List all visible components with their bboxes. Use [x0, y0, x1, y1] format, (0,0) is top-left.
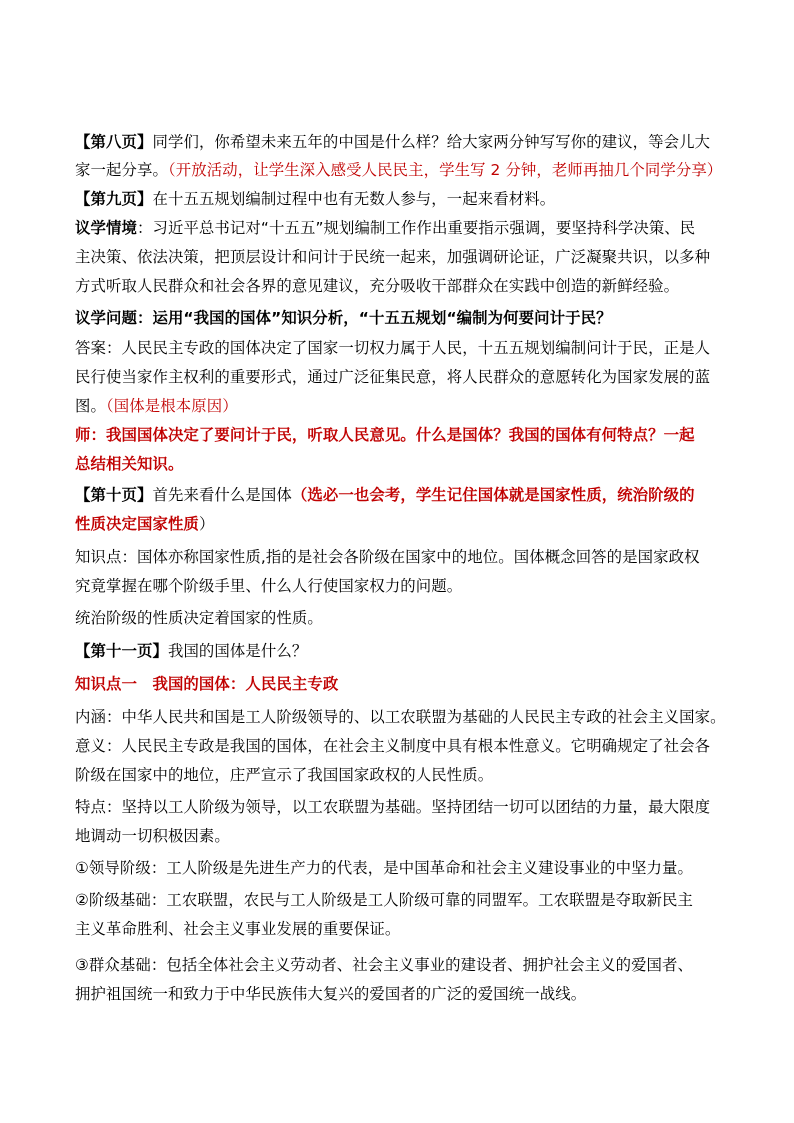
p10-line2 [75, 514, 735, 534]
situation-line1 [75, 218, 735, 238]
p11-text: 我国的国体是什么？ [167, 642, 308, 660]
answer-line3 [75, 396, 735, 416]
answer-note: （国体是根本原因） [105, 397, 238, 415]
tedian-line1: 特点：坚持以工人阶级为领导，以工农联盟为基础。坚持团结一切可以团结的力量，最大限度 [75, 798, 711, 816]
answer-text-3: 图。 [75, 397, 106, 415]
p8-line2 [75, 160, 735, 180]
knowledge-line2: 究竟掌握在哪个阶级手里、什么人行使国家权力的问题。 [75, 577, 463, 595]
p10-tag: 【第十页】 [75, 486, 153, 504]
p9-tag: 【第九页】 [75, 190, 153, 208]
p10-text: 首先来看什么是国体 [152, 486, 292, 504]
p8-text-2: 家一起分享。 [75, 161, 168, 179]
p8-tag: 【第八页】 [75, 133, 153, 151]
question-line: 议学问题：运用“我国的国体”知识分析，“十五五规划“编制为何要问计于民？ [75, 309, 612, 327]
p10-note-end: ） [198, 515, 215, 533]
tedian-line2: 地调动一切积极因素。 [75, 827, 230, 845]
answer-line1: 答案：人民民主专政的国体决定了国家一切权力属于人民，十五五规划编制问计于民，正是人 [75, 339, 711, 357]
p8-text-1: 同学们，你希望未来五年的中国是什么样？给大家两分钟写写你的建议，等会儿大 [152, 133, 711, 151]
knowledge-line3: 统治阶级的性质决定着国家的性质。 [75, 609, 323, 627]
situation-text-1: ：习近平总书记对“十五五”规划编制工作作出重要指示强调，要坚持科学决策、民 [136, 219, 696, 237]
yiyi-line1: 意义：人民民主专政是我国的国体，在社会主义制度中具有根本性意义。它明确规定了社会各 [75, 737, 711, 755]
p9-line [75, 189, 735, 209]
teacher-line2: 总结相关知识。 [75, 455, 184, 473]
circle2-line1: ②阶级基础：工农联盟，农民与工人阶级是工人阶级可靠的同盟军。工农联盟是夺取新民主 [75, 891, 694, 909]
circle2-line2: 主义革命胜利、社会主义事业发展的重要保证。 [75, 920, 401, 938]
p8-note: （开放活动，让学生深入感受人民民主，学生写 2 分钟，老师再抽几个同学分享） [167, 161, 723, 179]
situation-line3: 方式听取人民群众和社会各界的意见建议，充分吸收干部群众在实践中创造的新鲜经验。 [75, 277, 680, 295]
knowledge-text-1: 知识点：国体亦称国家性质,指的是社会各阶级在国家中的地位。国体概念回答的是国家政权 [75, 548, 700, 566]
kp1-title: 知识点一 我国的国体：人民民主专政 [75, 675, 339, 693]
situation-line2: 主决策、依法决策，把顶层设计和问计于民统一起来，加强调研论证，广泛凝聚共识，以多种 [75, 248, 711, 266]
answer-line2: 民行使当家作主权利的重要形式，通过广泛征集民意，将人民群众的意愿转化为国家发展的蓝 [75, 368, 711, 386]
circle3-line2: 拥护祖国统一和致力于中华民族伟大复兴的爱国者的广泛的爱国统一战线。 [75, 985, 587, 1003]
teacher-line1: 师：我国国体决定了要问计于民，听取人民意见。什么是国体？我国的国体有何特点？一起 [75, 426, 695, 444]
circle3-line1: ③群众基础：包括全体社会主义劳动者、社会主义事业的建设者、拥护社会主义的爱国者、 [75, 956, 694, 974]
p9-text: 在十五五规划编制过程中也有无数人参与，一起来看材料。 [152, 190, 556, 208]
circle1-line: ①领导阶级：工人阶级是先进生产力的代表，是中国革命和社会主义建设事业的中坚力量。 [75, 859, 694, 877]
yiyi-line2: 阶级在国家中的地位，庄严宣示了我国国家政权的人民性质。 [75, 766, 494, 784]
p10-note-1: （选必一也会考，学生记住国体就是国家性质，统治阶级的 [291, 486, 695, 504]
situation-label: 议学情境 [75, 219, 137, 237]
p8-line1 [75, 132, 735, 152]
neihan-line: 内涵：中华人民共和国是工人阶级领导的、以工农联盟为基础的人民民主专政的社会主义国家。 [75, 708, 726, 726]
p10-note-2: 性质决定国家性质 [75, 515, 199, 533]
p11-line [75, 641, 735, 661]
knowledge-line1 [75, 547, 735, 567]
p11-tag: 【第十一页】 [75, 642, 168, 660]
p10-line1 [75, 485, 735, 505]
